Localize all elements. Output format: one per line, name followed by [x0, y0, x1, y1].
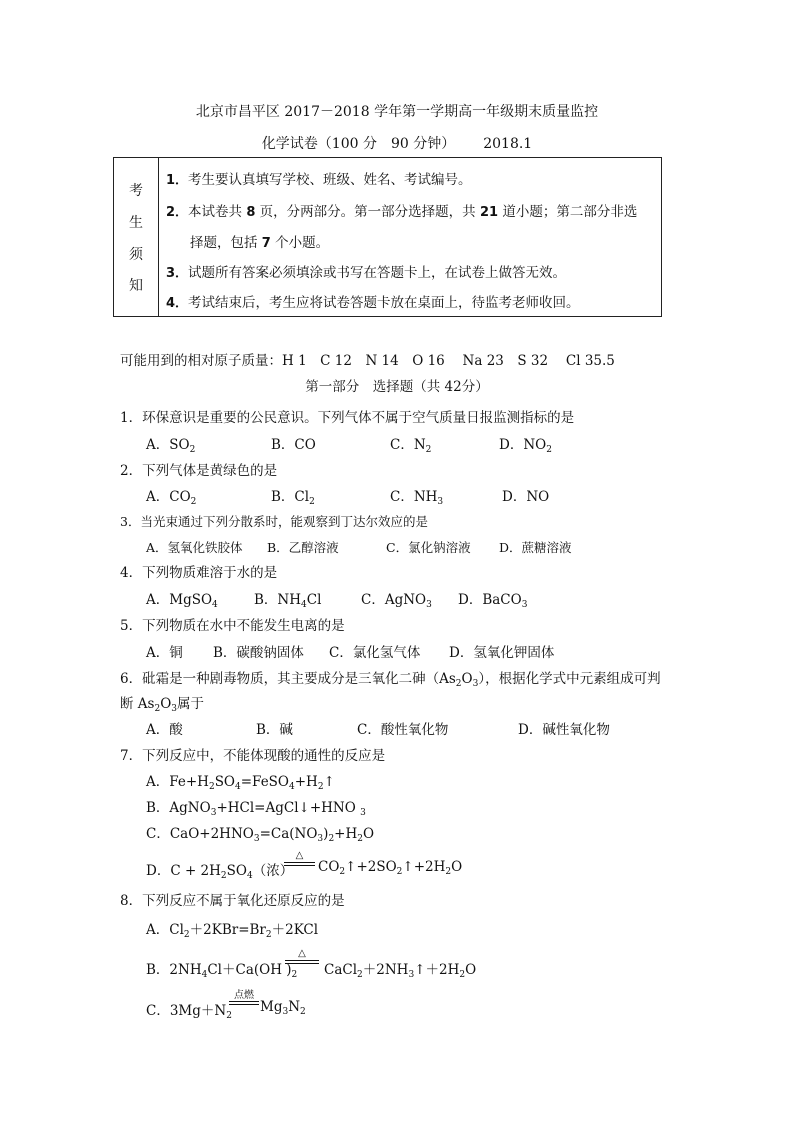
q8-option-a: A．$Cl_2+2KBr=Br_2+2KCl$ — [146, 922, 319, 940]
question-7-stem: 7．下列反应中，不能体现酸的通性的反应是 — [120, 748, 386, 764]
q1-option-b: B．CO — [271, 437, 316, 453]
question-8-stem: 8．下列反应不属于氧化还原反应的是 — [120, 893, 345, 909]
q8-b-reaction-condition: △ — [285, 957, 319, 971]
q1-option-a: A．$SO_2$ — [146, 437, 196, 455]
q1-option-c: C．$N_2$ — [390, 437, 432, 455]
q7-option-d-products: $CO_2↑+2SO_2↑+2H_2O$ — [318, 859, 463, 877]
q5-option-c: C．氯化氢气体 — [329, 645, 421, 661]
q6-option-b: B．碱 — [256, 722, 293, 738]
q8-option-b-products: $CaCl_2+2NH_3↑+2H_2O$ — [324, 962, 477, 980]
q4-option-c: C．AgNO$_3$ — [361, 592, 432, 610]
question-4-stem: 4．下列物质难溶于水的是 — [120, 565, 278, 581]
q5-option-d: D．氢氧化钾固体 — [449, 645, 555, 661]
q8-c-reaction-condition: 点燃 — [229, 998, 259, 1012]
notice-label-char: 考 — [129, 183, 143, 199]
q3-option-a: A．氢氧化铁胶体 — [146, 540, 243, 555]
q8-option-c-products: $Mg_3N_2$ — [260, 999, 306, 1017]
q4-option-b: B．$NH_4Cl$ — [254, 592, 322, 610]
q7-option-c: C．$CaO+2HNO_3=Ca(NO_3)_2+H_2O$ — [146, 826, 375, 844]
notice-label-char: 知 — [129, 278, 143, 294]
candidate-notice-box — [113, 157, 662, 317]
notice-label-char: 生 — [129, 215, 143, 231]
part1-title: 第一部分 选择题（共 42分） — [305, 379, 489, 395]
q7-d-reaction-condition: △ — [284, 859, 315, 873]
question-1-stem: 1．环保意识是重要的公民意识。下列气体不属于空气质量日报监测指标的是 — [120, 410, 575, 426]
q2-option-b: B．$Cl_2$ — [271, 489, 315, 507]
question-3-stem: 3．当光束通过下列分散系时，能观察到丁达尔效应的是 — [120, 514, 428, 529]
q7-option-d: D．$C + 2H_2SO_4$（浓） — [146, 863, 294, 881]
notice-item-4: 4．考试结束后，考生应将试卷答题卡放在桌面上，待监考老师收回。 — [166, 295, 580, 311]
subject-info: 化学试卷（100 分 90 分钟） — [261, 136, 456, 152]
question-6-stem: 6．砒霜是一种剧毒物质，其主要成分是三氧化二砷$(As_2O_3)$，根据化学式中元素组成可判 — [120, 671, 661, 689]
exam-title: 北京市昌平区 2017－2018 学年第一学期高一年级期末质量监控 — [195, 104, 599, 120]
q8-option-b: B．$2NH_4Cl+Ca(OH$ )$_2$ — [146, 962, 298, 980]
q2-option-d: D．NO — [502, 489, 550, 505]
question-6-stem-cont: 断 $As_2O_3$属于 — [120, 696, 205, 714]
question-5-stem: 5．下列物质在水中不能发生电离的是 — [120, 618, 345, 634]
q2-option-a: A．$CO_2$ — [146, 489, 197, 507]
q7-option-a: A．$Fe+H_2SO_4=FeSO_4+H_2↑$ — [146, 774, 335, 792]
atomic-masses: 可能用到的相对原子质量：H 1 C 12 N 14 O 16 Na 23 S 32 Cl 35.5 — [120, 353, 615, 369]
q6-option-a: A．酸 — [146, 722, 183, 738]
question-2-stem: 2．下列气体是黄绿色的是 — [120, 463, 278, 479]
notice-label-column — [114, 158, 159, 316]
exam-date: 2018.1 — [483, 136, 533, 152]
notice-item-1: 1．考生要认真填写学校、班级、姓名、考试编号。 — [166, 172, 472, 188]
q5-option-b: B．碳酸钠固体 — [213, 645, 304, 661]
notice-item-3: 3．试题所有答案必须填涂或书写在答题卡上，在试卷上做答无效。 — [166, 265, 567, 281]
q2-option-c: C．$NH_3$ — [390, 489, 444, 507]
q5-option-a: A．铜 — [146, 645, 183, 661]
q7-option-b: B．AgNO$_3$+HCl=AgCl↓+HNO $_3$ — [146, 800, 366, 818]
notice-item-2-cont: 择题，包括 7 个小题。 — [190, 235, 330, 251]
q4-option-a: A．MgSO$_4$ — [146, 592, 218, 610]
q1-option-d: D．$NO_2$ — [499, 437, 552, 455]
q6-option-c: C．酸性氧化物 — [357, 722, 449, 738]
notice-label-char: 须 — [129, 247, 143, 263]
q6-option-d: D．碱性氧化物 — [518, 722, 610, 738]
q3-option-d: D．蔗糖溶液 — [499, 540, 572, 555]
notice-item-2: 2．本试卷共 8 页，分两部分。第一部分选择题，共 21 道小题；第二部分非选 — [166, 204, 638, 220]
q4-option-d: D．BaCO$_3$ — [458, 592, 528, 610]
q3-option-c: C．氯化钠溶液 — [386, 540, 471, 555]
q3-option-b: B．乙醇溶液 — [267, 540, 339, 555]
exam-subtitle — [0, 133, 794, 153]
q8-option-c: C．$3Mg+N_2$ — [146, 1003, 232, 1021]
